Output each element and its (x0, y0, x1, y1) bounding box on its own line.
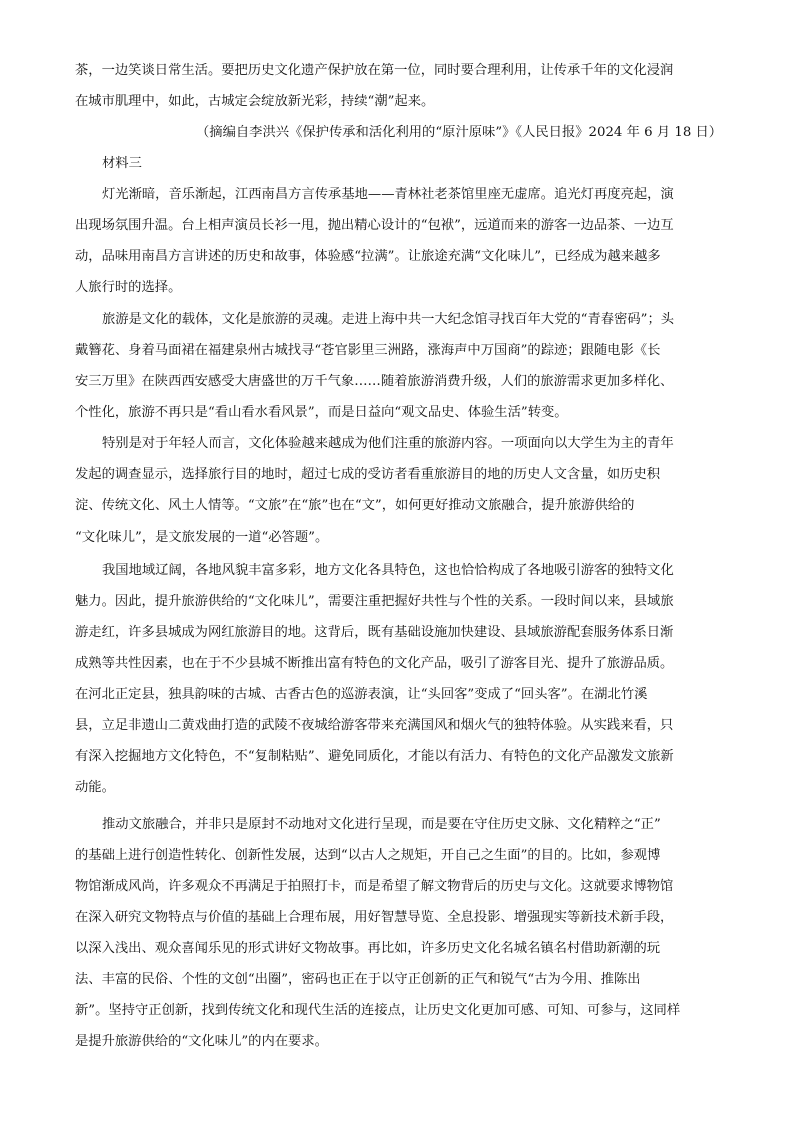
paragraph-line: 新”。坚持守正创新，找到传统文化和现代生活的连接点，让历史文化更加可感、可知、可参与，这同样 (75, 1003, 681, 1018)
paragraph-line: “文化味儿”，是文旅发展的一道“必答题”。 (75, 530, 329, 545)
paragraph-line: 茶，一边笑谈日常生活。要把历史文化遗产保护放在第一位，同时要合理利用，让传承千年的文化浸润 (75, 63, 674, 78)
paragraph-line: 个性化，旅游不再只是“看山看水看风景”，而是日益向“观文品史、体验生活”转变。 (75, 405, 568, 420)
paragraph-line: 的基础上进行创造性转化、创新性发展，达到“以古人之规矩，开自己之生面”的目的。比如，参观博 (75, 848, 661, 863)
paragraph-line: 成熟等共性因素，也在于不少县城不断推出富有特色的文化产品，吸引了游客目光、提升了旅游品质。 (75, 656, 674, 671)
paragraph-line: 县，立足非遗山二黄戏曲打造的武陵不夜城给游客带来充满国风和烟火气的独特体验。从实践来看，只 (75, 718, 674, 733)
paragraph-line: 淀、传统文化、风土人情等。“文旅”在“旅”也在“文”，如何更好推动文旅融合，提升旅游供给的 (75, 498, 635, 513)
paragraph-line: 是提升旅游供给的“文化味儿”的内在要求。 (75, 1034, 328, 1049)
paragraph-line: 动，品味用南昌方言讲述的历史和故事，体验感“拉满”。让旅途充满“文化味儿”，已经成为越来越多 (75, 249, 661, 264)
paragraph-line: 推动文旅融合，并非只是原封不动地对文化进行呈现，而是要在守住历史文脉、文化精粹之“正” (102, 817, 661, 832)
paragraph-line: 我国地域辽阔，各地风貌丰富多彩，地方文化各具特色，这也恰恰构成了各地吸引游客的独特文化 (102, 563, 674, 578)
paragraph-line: 旅游是文化的载体，文化是旅游的灵魂。走进上海中共一大纪念馆寻找百年大党的“青春密码”；头 (102, 312, 675, 327)
paragraph-line: 人旅行时的选择。 (75, 280, 182, 295)
paragraph-line: 魅力。因此，提升旅游供给的“文化味儿”，需要注重把握好共性与个性的关系。一段时间以来，县域旅 (75, 594, 674, 609)
paragraph-line: 发起的调查显示，选择旅行目的地时，超过七成的受访者看重旅游目的地的历史人文含量，如历史积 (75, 467, 661, 482)
paragraph-line: 在深入研究文物特点与价值的基础上合理布展，用好智慧导览、全息投影、增强现实等新技术新手段， (75, 910, 674, 925)
paragraph-line: 以深入浅出、观众喜闻乐见的形式讲好文物故事。再比如，许多历史文化名城名镇名村借助新潮的玩 (75, 941, 661, 956)
paragraph-line: 在城市肌理中，如此，古城定会绽放新光彩，持续“潮”起来。 (75, 94, 435, 109)
paragraph-line: 特别是对于年轻人而言，文化体验越来越成为他们注重的旅游内容。一项面向以大学生为主的青年 (102, 436, 674, 451)
paragraph-line: 物馆渐成风尚，许多观众不再满足于拍照打卡，而是希望了解文物背后的历史与文化。这就要求博物馆 (75, 879, 674, 894)
source-citation: （摘编自李洪兴《保护传承和活化利用的“原汁原味”》《人民日报》2024 年 6 月 18 日） (196, 125, 723, 140)
paragraph-line: 游走红，许多县城成为网红旅游目的地。这背后，既有基础设施加快建设、县域旅游配套服务体系日渐 (75, 625, 674, 640)
section-heading: 材料三 (102, 156, 142, 171)
paragraph-line: 出现场氛围升温。台上相声演员长衫一甩，抛出精心设计的“包袱”，远道而来的游客一边品茶、一边互 (75, 218, 674, 233)
paragraph-line: 有深入挖掘地方文化特色，不“复制粘贴”、避免同质化，才能以有活力、有特色的文化产品激发文旅新 (75, 749, 674, 764)
paragraph-line: 戴簪花、身着马面裙在福建泉州古城找寻“苍官影里三洲路，涨海声中万国商”的踪迹；跟随电影《长 (75, 343, 661, 358)
paragraph-line: 灯光渐暗，音乐渐起，江西南昌方言传承基地——青林社老茶馆里座无虚席。追光灯再度亮起，演 (102, 187, 674, 202)
paragraph-line: 在河北正定县，独具韵味的古城、古香古色的巡游表演，让“头回客”变成了“回头客”。在湖北竹溪 (75, 687, 648, 702)
paragraph-line: 动能。 (75, 780, 115, 795)
paragraph-line: 法、丰富的民俗、个性的文创“出圈”，密码也正在于以守正创新的正气和锐气“古为今用、推陈出 (75, 972, 641, 987)
paragraph-line: 安三万里》在陕西西安感受大唐盛世的万千气象……随着旅游消费升级，人们的旅游需求更加多样化、 (75, 374, 674, 389)
